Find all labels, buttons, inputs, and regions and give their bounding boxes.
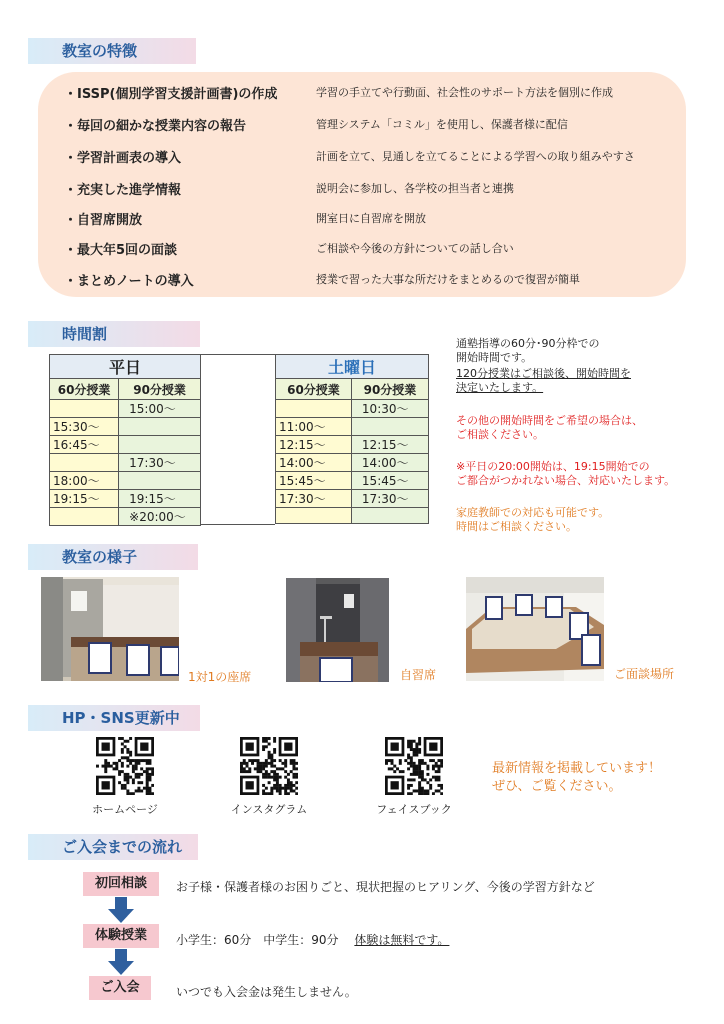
schedule-note-1b: 開始時間です。 xyxy=(456,351,533,364)
slot-90-cell: 10:30～ xyxy=(351,400,428,418)
timetable-row xyxy=(50,400,201,418)
slot-60-cell: 12:15～ xyxy=(276,436,352,454)
slot-90-cell xyxy=(119,472,201,490)
step-trial-lesson-text xyxy=(176,931,449,948)
slot-60-cell xyxy=(50,454,119,472)
feature-description: 開室日に自習席を開放 xyxy=(316,212,426,225)
feature-label: ・学習計画表の導入 xyxy=(64,151,182,166)
timetable-row xyxy=(276,490,429,508)
timetable-row xyxy=(276,454,429,472)
section-heading-classroom: 教室の様子 xyxy=(28,544,198,570)
section-heading-schedule: 時間割 xyxy=(28,321,200,347)
step-initial-consultation: 初回相談 xyxy=(83,872,159,896)
schedule-note-3a: ※平日の20:00開始は、19:15開始での xyxy=(456,460,650,473)
slot-90-cell xyxy=(119,418,201,436)
slot-90-cell: 17:30～ xyxy=(119,454,201,472)
photo-one-on-one-seats xyxy=(41,577,179,681)
feature-label: ・ISSP(個別学習支援計画書)の作成 xyxy=(64,87,278,102)
schedule-note-4b: 時間はご相談ください。 xyxy=(456,520,577,533)
slot-90-cell: 19:15～ xyxy=(119,490,201,508)
slot-60-cell: 16:45～ xyxy=(50,436,119,454)
slot-60-cell: 18:00～ xyxy=(50,472,119,490)
timetable-row xyxy=(50,490,201,508)
sns-message-line-2: ぜひ、ご覧ください。 xyxy=(492,779,622,794)
feature-description: 授業で習った大事な所だけをまとめるので復習が簡単 xyxy=(316,273,580,286)
timetable-row xyxy=(276,472,429,490)
feature-label: ・自習席開放 xyxy=(64,213,143,228)
step-enrollment: ご入会 xyxy=(89,976,151,1000)
feature-label: ・充実した進学情報 xyxy=(64,183,182,198)
photo-consultation-area xyxy=(466,577,604,681)
down-arrow-icon xyxy=(108,949,134,975)
feature-label: ・最大年5回の面談 xyxy=(64,243,178,258)
section-heading-features: 教室の特徴 xyxy=(28,38,196,64)
weekday-title: 平日 xyxy=(50,355,201,379)
schedule-note-1a: 通塾指導の60分･90分枠での xyxy=(456,337,600,350)
homepage-label: ホームページ xyxy=(92,803,158,816)
timetable-row xyxy=(50,454,201,472)
saturday-title: 土曜日 xyxy=(276,355,429,379)
saturday-col-60: 60分授業 xyxy=(276,379,352,400)
weekday-col-60: 60分授業 xyxy=(50,379,119,400)
qr-code-icon xyxy=(96,737,154,795)
caption-consultation-area: ご面談場所 xyxy=(614,667,675,681)
slot-60-cell xyxy=(50,400,119,418)
slot-90-cell: 12:15～ xyxy=(351,436,428,454)
feature-row xyxy=(64,83,664,105)
feature-row xyxy=(64,270,664,292)
timetable-row xyxy=(50,472,201,490)
timetable-row xyxy=(50,508,201,526)
slot-90-cell: 17:30～ xyxy=(351,490,428,508)
feature-row xyxy=(64,179,664,201)
feature-description: 説明会に参加し、各学校の担当者と連携 xyxy=(316,182,514,195)
saturday-col-90: 90分授業 xyxy=(351,379,428,400)
schedule-note-1c: 120分授業はご相談後、開始時間を xyxy=(456,367,631,380)
trial-free-note: 体験は無料です。 xyxy=(354,933,450,947)
schedule-note-3b: ご都合がつかれない場合、対応いたします。 xyxy=(456,474,676,487)
photo-self-study-seat xyxy=(286,578,389,682)
feature-label: ・毎回の細かな授業内容の報告 xyxy=(64,119,247,134)
schedule-note-2a: その他の開始時間をご希望の場合は、 xyxy=(456,414,643,427)
weekday-col-90: 90分授業 xyxy=(119,379,201,400)
section-heading-sns: HP・SNS更新中 xyxy=(28,705,200,731)
slot-60-cell: 11:00～ xyxy=(276,418,352,436)
timetable-row xyxy=(276,508,429,524)
timetable-row xyxy=(276,418,429,436)
section-heading-flow: ご入会までの流れ xyxy=(28,834,198,860)
feature-label: ・まとめノートの導入 xyxy=(64,274,194,289)
down-arrow-icon xyxy=(108,897,134,923)
step-enrollment-text: いつでも入会金は発生しません。 xyxy=(176,985,357,999)
sns-message xyxy=(492,760,661,796)
slot-60-cell: 14:00～ xyxy=(276,454,352,472)
trial-duration-text: 小学生：60分 中学生：90分 xyxy=(176,933,339,947)
facebook-label: フェイスブック xyxy=(376,803,452,816)
instagram-label: インスタグラム xyxy=(230,803,308,816)
schedule-note-4a: 家庭教師での対応も可能です。 xyxy=(456,506,610,519)
qr-code-icon xyxy=(385,737,443,795)
slot-90-cell: 15:00～ xyxy=(119,400,201,418)
step-initial-consultation-text: お子様・保護者様のお困りごと、現状把握のヒアリング、今後の学習方針など xyxy=(176,880,595,894)
slot-60-cell: 17:30～ xyxy=(276,490,352,508)
feature-description: 管理システム「コミル」を使用し、保護者様に配信 xyxy=(316,118,568,131)
facebook-qr-code[interactable] xyxy=(385,737,443,795)
slot-60-cell: 19:15～ xyxy=(50,490,119,508)
timetable-row xyxy=(50,418,201,436)
feature-description: ご相談や今後の方針についての話し合い xyxy=(316,242,514,255)
weekday-timetable xyxy=(49,354,201,526)
slot-60-cell: 15:45～ xyxy=(276,472,352,490)
caption-self-study-seat: 自習席 xyxy=(400,668,437,682)
slot-90-cell xyxy=(351,508,428,524)
feature-row xyxy=(64,115,664,137)
slot-60-cell xyxy=(50,508,119,526)
slot-90-cell: ※20:00～ xyxy=(119,508,201,526)
timetable-row xyxy=(276,436,429,454)
feature-row xyxy=(64,239,664,261)
step-trial-lesson: 体験授業 xyxy=(83,924,159,948)
schedule-note-1d: 決定いたします。 xyxy=(456,381,544,394)
slot-90-cell xyxy=(351,418,428,436)
slot-90-cell: 15:45～ xyxy=(351,472,428,490)
timetable-row xyxy=(276,400,429,418)
slot-60-cell xyxy=(276,508,352,524)
feature-description: 計画を立て、見通しを立てることによる学習への取り組みやすさ xyxy=(316,150,635,163)
instagram-qr-code[interactable] xyxy=(240,737,298,795)
sns-message-line-1: 最新情報を掲載しています！ xyxy=(492,761,662,776)
schedule-note-2b: ご相談ください。 xyxy=(456,428,544,441)
homepage-qr-code[interactable] xyxy=(96,737,154,795)
timetable-row xyxy=(50,436,201,454)
saturday-timetable xyxy=(275,354,429,524)
slot-90-cell xyxy=(119,436,201,454)
feature-description: 学習の手立てや行動面、社会性のサポート方法を個別に作成 xyxy=(316,86,613,99)
caption-one-on-one-seats: 1対1の座席 xyxy=(188,670,252,684)
slot-60-cell xyxy=(276,400,352,418)
qr-code-icon xyxy=(240,737,298,795)
timetable-spacer xyxy=(201,354,275,525)
feature-row xyxy=(64,147,664,169)
slot-90-cell: 14:00～ xyxy=(351,454,428,472)
slot-60-cell: 15:30～ xyxy=(50,418,119,436)
feature-row xyxy=(64,209,664,231)
